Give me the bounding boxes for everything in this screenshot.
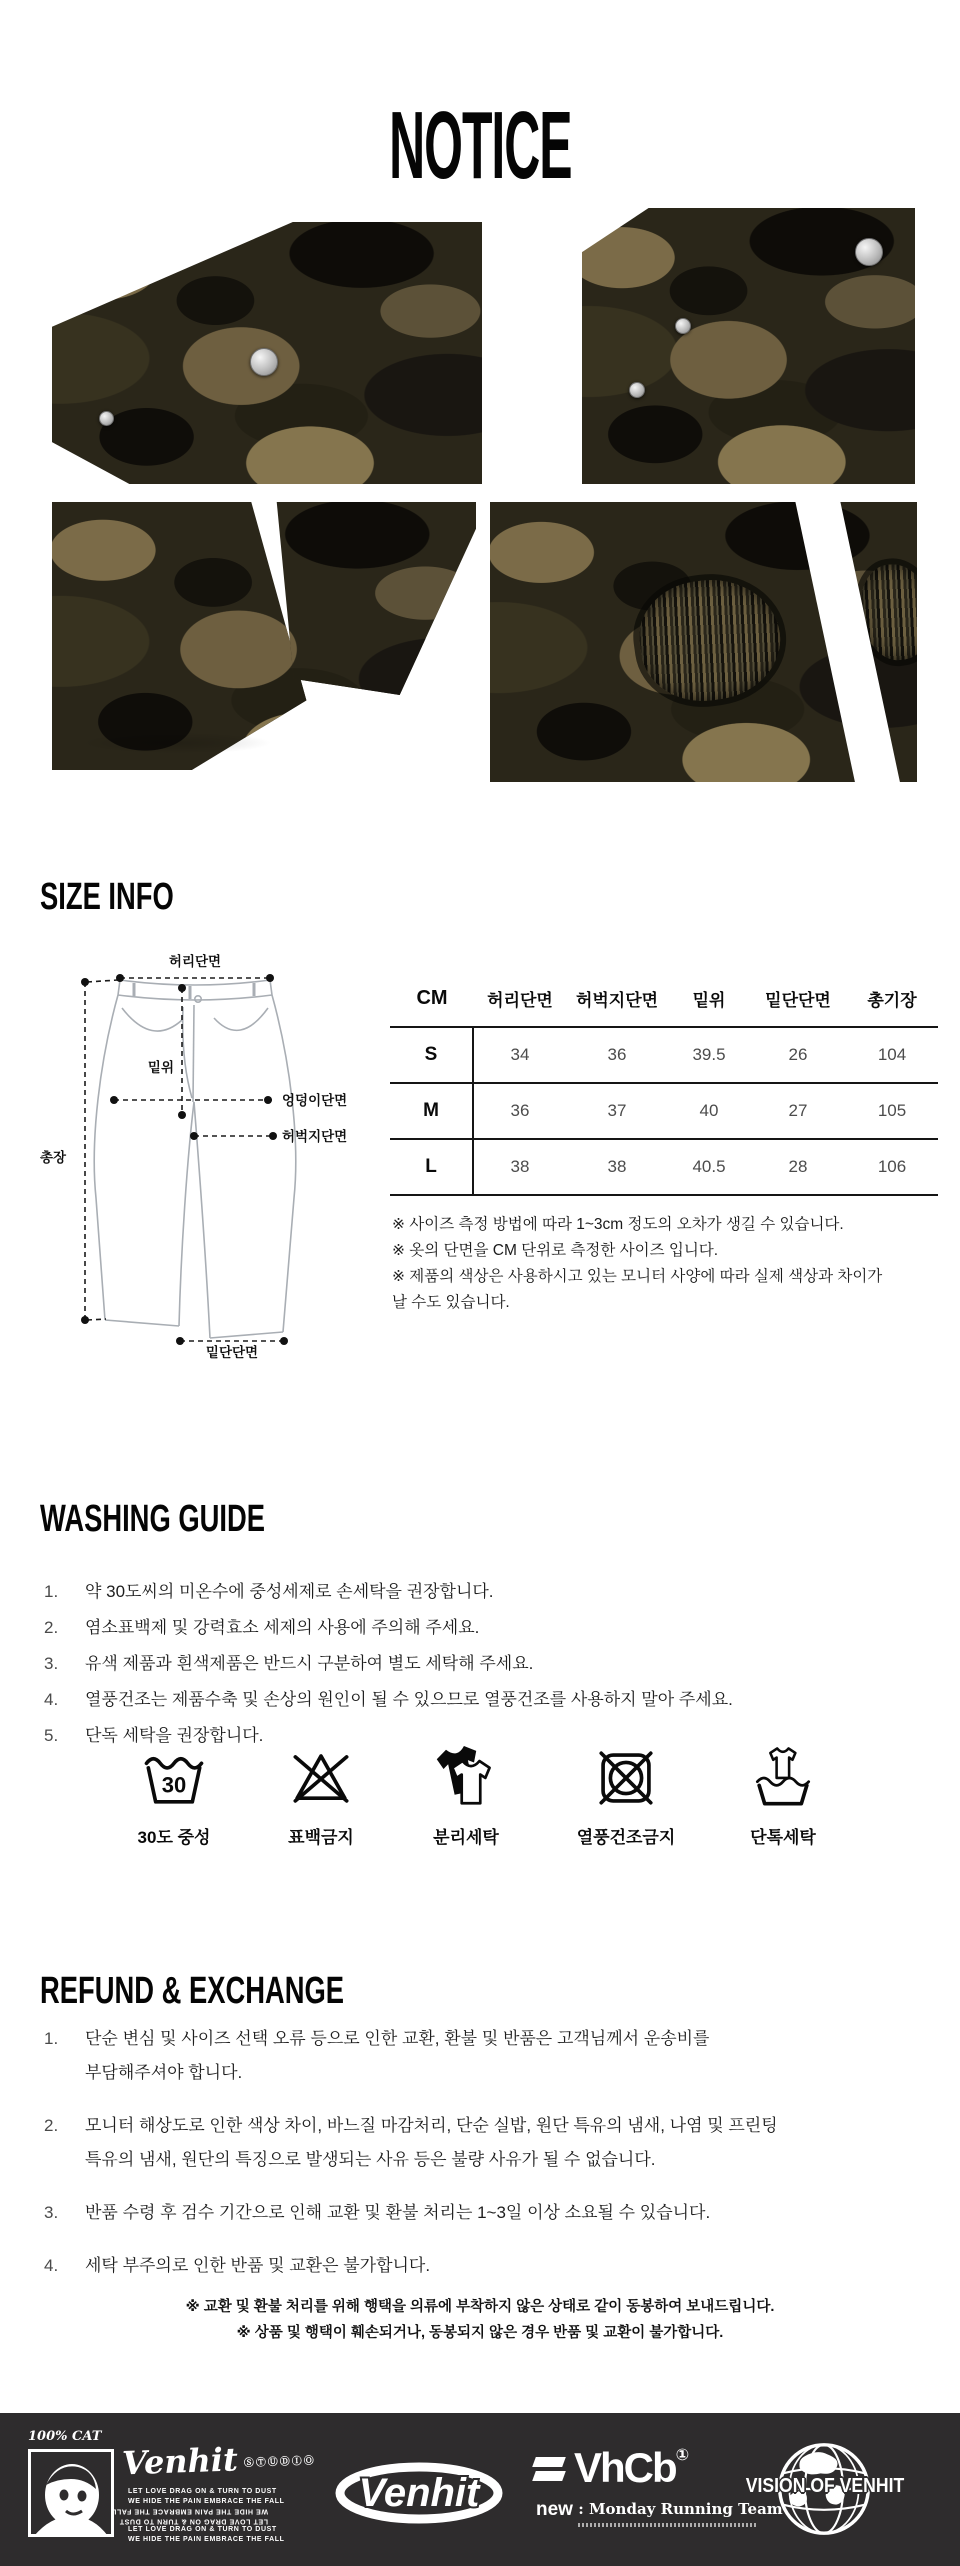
tagline-flipped: WE HIDE THE PAIN EMBRACE THE FALL (111, 2507, 268, 2515)
venhit-script-logo: Venhit ⓈⓉⓊⒹⒾⓄ (121, 2440, 317, 2483)
list-item: 3. 반품 수령 후 검수 기간으로 인해 교환 및 환불 처리는 1~3일 이상 소요될 수 있습니다. (44, 2203, 711, 2222)
care-symbol-label: 30도 중성 (137, 1828, 211, 1847)
list-item: 4. 세탁 부주의로 인한 반품 및 교환은 불가합니다. (44, 2256, 431, 2275)
metal-button (250, 348, 278, 376)
size-row-label: M (390, 1084, 474, 1140)
separate-wash-icon (433, 1745, 499, 1811)
size-cell: 39.5 (668, 1028, 750, 1084)
size-notes (392, 1212, 892, 1316)
size-table-col: 총기장 (846, 970, 938, 1028)
svg-text:30: 30 (161, 1772, 187, 1798)
size-row-label: L (390, 1140, 474, 1196)
list-item: 1. 약 30도씨의 미온수에 중성세제로 손세탁을 권장합니다. (44, 1582, 494, 1601)
page-title: NOTICE (388, 92, 572, 199)
care-symbol-label: 열풍건조금지 (576, 1828, 676, 1847)
footer-cat-label: 100% CAT (28, 2429, 102, 2444)
tagline: LET LOVE DRAG ON & TURN TO DUST (128, 2526, 277, 2533)
diagram-label-rise: 밑위 (147, 1060, 174, 1075)
studio-circled-letters: ⓈⓉⓊⒹⒾⓄ (243, 2455, 317, 2470)
size-cell: 37 (566, 1084, 668, 1140)
size-cell: 40.5 (668, 1140, 750, 1196)
tagline: WE HIDE THE PAIN EMBRACE THE FALL (128, 2535, 285, 2543)
size-table (390, 970, 938, 1196)
tagline: WE HIDE THE PAIN EMBRACE THE FALL (128, 2497, 285, 2505)
care-symbol-label: 분리세탁 (433, 1828, 499, 1847)
vhcb-subtitle: new : Monday Running Team (536, 2499, 783, 2520)
vision-of-venhit-wordmark: VISION OF VENHIT (745, 2475, 905, 2497)
size-table-col: 밑위 (668, 970, 750, 1028)
circled-one-badge: ① (675, 2447, 690, 2464)
venhit-oval-logo (334, 2461, 504, 2525)
diagram-label-hem: 밑단단면 (205, 1345, 259, 1360)
vhcb-wordmark: VhCb① (574, 2444, 690, 2491)
list-item: 4. 열풍건조는 제품수축 및 손상의 원인이 될 수 있으므로 열풍건조를 사용하지 말아 주세요. (44, 1690, 733, 1709)
size-cell: 36 (566, 1028, 668, 1084)
size-cell: 38 (474, 1140, 566, 1196)
diagram-label-hip: 엉덩이단면 (282, 1093, 348, 1108)
care-symbol-label: 단톡세탁 (750, 1828, 816, 1847)
list-item: 3. 유색 제품과 흰색제품은 반드시 구분하여 별도 세탁해 주세요. (44, 1654, 534, 1673)
care-symbol-wash-alone (718, 1745, 848, 1848)
care-symbol-no-tumble-dry (561, 1745, 691, 1848)
measure-dots (81, 974, 288, 1345)
product-photo-hem-detail (52, 502, 476, 770)
size-table-col: 밑단단면 (750, 970, 846, 1028)
care-symbol-separate-wash (401, 1745, 531, 1848)
wash-30-icon (141, 1745, 207, 1811)
refund-exchange-heading: REFUND & EXCHANGE (40, 1970, 345, 2012)
micro-text-strip (578, 2523, 758, 2527)
refund-exchange-list (44, 2022, 804, 2302)
tagline: LET LOVE DRAG ON & TURN TO DUST (128, 2488, 277, 2495)
size-table-unit: CM (390, 970, 474, 1028)
care-symbol-label: 표백금지 (288, 1828, 354, 1847)
refund-notes (0, 2294, 960, 2346)
size-cell: 34 (474, 1028, 566, 1084)
list-item: 2. 모니터 해상도로 인한 색상 차이, 바느질 마감처리, 단순 실밥, 원단 특유의 냄새, 나염 및 프린팅 특유의 냄새, 원단의 특징으로 발생되는 사유 등은 불량 사유가 될 수 없습니다. (44, 2116, 778, 2169)
size-note: ※ 사이즈 측정 방법에 따라 1~3cm 정도의 오차가 생길 수 있습니다. (392, 1216, 844, 1233)
list-item: 1. 단순 변심 및 사이즈 선택 오류 등으로 인한 교환, 환불 및 반품은 고객님께서 운송비를 부담해주셔야 합니다. (44, 2029, 710, 2082)
face-artwork (28, 2449, 114, 2537)
refund-note: ※ 상품 및 행택이 훼손되거나, 동봉되지 않은 경우 반품 및 교환이 불가합니다. (236, 2325, 724, 2341)
size-note: ※ 제품의 색상은 사용하시고 있는 모니터 사양에 따라 실제 색상과 차이가 날 수도 있습니다. (392, 1268, 883, 1311)
diagram-label-waist: 허리단면 (168, 954, 222, 969)
size-cell: 106 (846, 1140, 938, 1196)
rivet (675, 318, 691, 334)
care-symbol-no-bleach (256, 1745, 386, 1848)
product-photo-waist-front (52, 222, 482, 484)
pants-measurement-diagram (30, 950, 360, 1360)
brand-footer (0, 2413, 960, 2566)
size-info-heading: SIZE INFO (40, 876, 174, 918)
washing-guide-list (44, 1574, 924, 1754)
no-bleach-icon (288, 1745, 354, 1811)
rivet (99, 411, 114, 426)
shadow-shape (77, 732, 272, 754)
diagram-label-length: 총장 (40, 1150, 67, 1165)
metal-button (855, 238, 883, 266)
svg-text:Venhit: Venhit (358, 2471, 480, 2515)
wash-alone-icon (750, 1745, 816, 1811)
size-row-label: S (390, 1028, 474, 1084)
size-note: ※ 옷의 단면을 CM 단위로 측정한 사이즈 입니다. (392, 1242, 719, 1259)
size-cell: 26 (750, 1028, 846, 1084)
product-photo-distressed-detail (490, 502, 917, 782)
washing-guide-heading: WASHING GUIDE (40, 1498, 265, 1540)
rivet (629, 382, 645, 398)
list-item: 2. 염소표백제 및 강력효소 세제의 사용에 주의해 주세요. (44, 1618, 480, 1637)
size-table-col: 허벅지단면 (566, 970, 668, 1028)
size-cell: 38 (566, 1140, 668, 1196)
size-cell: 105 (846, 1084, 938, 1140)
size-cell: 28 (750, 1140, 846, 1196)
tagline-flipped: LET LOVE DRAG ON & TURN TO DUST (119, 2517, 268, 2524)
no-tumble-dry-icon (593, 1745, 659, 1811)
footer-taglines (111, 2487, 285, 2544)
flag-stripes-icon (534, 2457, 564, 2485)
distress-hole (632, 571, 787, 709)
product-photo-waist-side (582, 208, 915, 484)
size-cell: 40 (668, 1084, 750, 1140)
care-symbol-wash-30 (109, 1745, 239, 1848)
size-cell: 27 (750, 1084, 846, 1140)
diagram-label-thigh: 허벅지단면 (282, 1129, 348, 1144)
refund-note: ※ 교환 및 환불 처리를 위해 행택을 의류에 부착하지 않은 상태로 같이 동봉하여 보내드립니다. (185, 2299, 775, 2315)
size-table-col: 허리단면 (474, 970, 566, 1028)
size-cell: 36 (474, 1084, 566, 1140)
list-item: 5. 단독 세탁을 권장합니다. (44, 1726, 264, 1745)
size-cell: 104 (846, 1028, 938, 1084)
